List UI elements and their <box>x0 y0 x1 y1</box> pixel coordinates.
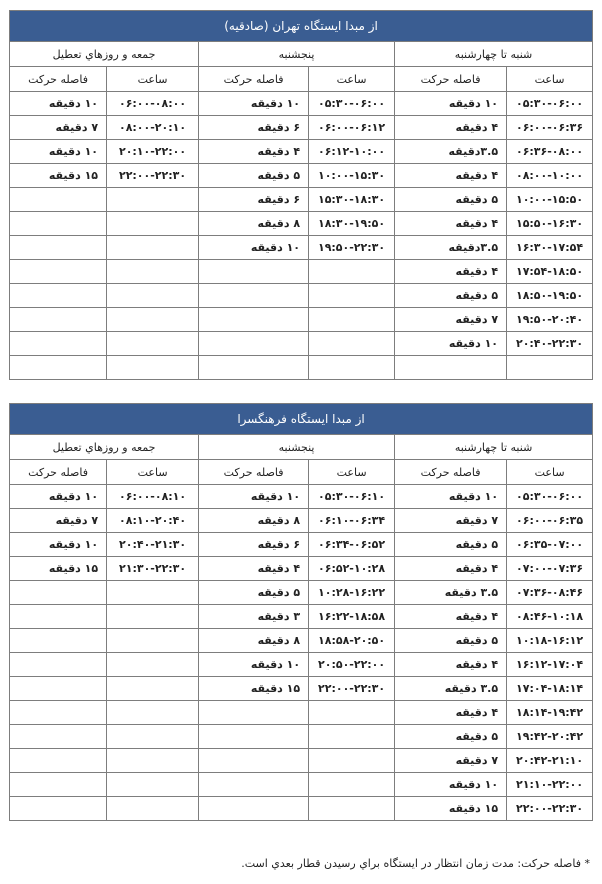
interval-cell: ۱۰ دقيقه <box>199 236 309 260</box>
interval-cell: ۳ دقيقه <box>199 605 309 629</box>
interval-cell <box>10 677 107 701</box>
day-header-weekdays: شنبه تا چهارشنبه <box>395 435 593 460</box>
schedule-table-sadeghieh <box>9 10 593 380</box>
table-row <box>10 773 593 797</box>
time-cell <box>107 284 199 308</box>
interval-cell: ۵ دقيقه <box>395 725 507 749</box>
time-cell <box>309 701 395 725</box>
time-cell: ۱۶:۲۲-۱۸:۵۸ <box>309 605 395 629</box>
interval-cell: ۴ دقيقه <box>395 164 507 188</box>
table-row <box>10 677 593 701</box>
col-header-time: ساعت <box>107 67 199 92</box>
time-cell: ۱۶:۳۰-۱۷:۵۴ <box>507 236 593 260</box>
col-header-interval: فاصله حرکت <box>395 460 507 485</box>
col-header-interval: فاصله حرکت <box>10 67 107 92</box>
interval-cell: ۸ دقيقه <box>199 212 309 236</box>
time-cell: ۰۷:۳۶-۰۸:۴۶ <box>507 581 593 605</box>
time-cell <box>107 188 199 212</box>
interval-cell <box>199 773 309 797</box>
time-cell: ۱۸:۳۰-۱۹:۵۰ <box>309 212 395 236</box>
time-cell: ۲۲:۰۰-۲۲:۳۰ <box>107 164 199 188</box>
interval-cell: ۱۵ دقيقه <box>199 677 309 701</box>
interval-cell <box>10 260 107 284</box>
interval-cell <box>199 260 309 284</box>
interval-cell <box>10 653 107 677</box>
col-header-time: ساعت <box>107 460 199 485</box>
table-row <box>10 284 593 308</box>
time-cell <box>107 725 199 749</box>
table-row <box>10 701 593 725</box>
interval-cell: ۵ دقيقه <box>199 164 309 188</box>
time-cell: ۲۲:۰۰-۲۲:۳۰ <box>507 797 593 821</box>
interval-cell: ۷ دقيقه <box>395 509 507 533</box>
interval-cell <box>10 773 107 797</box>
table-row <box>10 557 593 581</box>
interval-cell: ۷ دقيقه <box>395 308 507 332</box>
interval-cell <box>10 701 107 725</box>
interval-cell: ۵ دقيقه <box>395 284 507 308</box>
time-cell <box>107 629 199 653</box>
table-row <box>10 749 593 773</box>
interval-cell: ۳.۵ دقيقه <box>395 581 507 605</box>
interval-cell: ۱۰ دقيقه <box>10 533 107 557</box>
table-row <box>10 308 593 332</box>
interval-cell: ۱۰ دقيقه <box>395 332 507 356</box>
time-cell: ۰۶:۰۰-۰۶:۳۵ <box>507 509 593 533</box>
interval-cell: ۵ دقيقه <box>395 188 507 212</box>
time-cell <box>107 797 199 821</box>
interval-cell: ۱۵ دقيقه <box>10 164 107 188</box>
day-header-holidays: جمعه و روزهاي تعطيل <box>10 435 199 460</box>
table-row <box>10 164 593 188</box>
time-cell: ۰۵:۳۰-۰۶:۱۰ <box>309 485 395 509</box>
table-row <box>10 485 593 509</box>
interval-cell <box>199 701 309 725</box>
schedule-table-farhangsara <box>9 403 593 821</box>
table-row <box>10 356 593 380</box>
col-header-interval: فاصله حرکت <box>10 460 107 485</box>
interval-cell: ۴ دقيقه <box>395 605 507 629</box>
time-cell: ۰۸:۰۰-۲۰:۱۰ <box>107 116 199 140</box>
table-row <box>10 332 593 356</box>
time-cell <box>309 356 395 380</box>
col-header-time: ساعت <box>309 460 395 485</box>
time-cell: ۱۰:۱۸-۱۶:۱۲ <box>507 629 593 653</box>
interval-cell: ۱۰ دقيقه <box>395 485 507 509</box>
time-cell <box>107 701 199 725</box>
interval-cell <box>199 725 309 749</box>
time-cell: ۰۶:۰۰-۰۶:۱۲ <box>309 116 395 140</box>
time-cell <box>107 356 199 380</box>
time-cell: ۰۶:۳۴-۰۶:۵۲ <box>309 533 395 557</box>
interval-cell: ۳.۵دقيقه <box>395 236 507 260</box>
time-cell: ۰۷:۰۰-۰۷:۳۶ <box>507 557 593 581</box>
time-cell <box>107 332 199 356</box>
time-cell: ۱۵:۵۰-۱۶:۳۰ <box>507 212 593 236</box>
interval-cell: ۱۰ دقيقه <box>10 92 107 116</box>
interval-cell <box>199 332 309 356</box>
time-cell: ۲۰:۴۰-۲۱:۳۰ <box>107 533 199 557</box>
interval-cell <box>10 749 107 773</box>
interval-cell <box>10 284 107 308</box>
time-cell <box>107 236 199 260</box>
table-row <box>10 236 593 260</box>
time-cell: ۲۰:۴۰-۲۲:۳۰ <box>507 332 593 356</box>
table-body <box>10 92 593 380</box>
time-cell: ۱۹:۴۲-۲۰:۴۲ <box>507 725 593 749</box>
time-cell <box>107 212 199 236</box>
interval-cell: ۱۰ دقيقه <box>199 485 309 509</box>
interval-cell <box>395 356 507 380</box>
time-cell <box>507 356 593 380</box>
interval-cell: ۵ دقيقه <box>395 629 507 653</box>
time-cell: ۱۶:۱۲-۱۷:۰۴ <box>507 653 593 677</box>
time-cell: ۱۸:۵۰-۱۹:۵۰ <box>507 284 593 308</box>
time-cell <box>107 308 199 332</box>
time-cell: ۱۰:۲۸-۱۶:۲۲ <box>309 581 395 605</box>
time-cell: ۰۶:۰۰-۰۸:۰۰ <box>107 92 199 116</box>
time-cell: ۱۵:۳۰-۱۸:۳۰ <box>309 188 395 212</box>
table-row <box>10 92 593 116</box>
interval-cell: ۷ دقيقه <box>10 509 107 533</box>
table-row <box>10 509 593 533</box>
col-header-interval: فاصله حرکت <box>199 67 309 92</box>
interval-cell: ۴ دقيقه <box>395 260 507 284</box>
interval-cell: ۴ دقيقه <box>395 116 507 140</box>
time-cell: ۰۸:۰۰-۱۰:۰۰ <box>507 164 593 188</box>
interval-cell: ۱۰ دقيقه <box>199 653 309 677</box>
day-header-thursday: پنجشنبه <box>199 42 395 67</box>
interval-cell <box>10 236 107 260</box>
interval-cell <box>10 725 107 749</box>
col-header-time: ساعت <box>309 67 395 92</box>
time-cell <box>107 677 199 701</box>
interval-cell: ۶ دقيقه <box>199 533 309 557</box>
time-cell <box>309 260 395 284</box>
time-cell <box>309 284 395 308</box>
interval-cell <box>10 797 107 821</box>
time-cell: ۰۶:۰۰-۰۶:۳۶ <box>507 116 593 140</box>
interval-cell <box>199 308 309 332</box>
time-cell: ۱۹:۵۰-۲۲:۳۰ <box>309 236 395 260</box>
interval-cell: ۴ دقيقه <box>199 557 309 581</box>
interval-cell <box>10 629 107 653</box>
interval-cell: ۴ دقيقه <box>395 557 507 581</box>
interval-cell <box>10 308 107 332</box>
time-cell <box>107 653 199 677</box>
interval-cell: ۶ دقيقه <box>199 188 309 212</box>
interval-cell: ۱۰ دقيقه <box>395 92 507 116</box>
interval-cell <box>10 356 107 380</box>
time-cell <box>309 725 395 749</box>
interval-cell: ۱۵ دقيقه <box>10 557 107 581</box>
time-cell: ۱۷:۵۴-۱۸:۵۰ <box>507 260 593 284</box>
day-header-holidays: جمعه و روزهاي تعطيل <box>10 42 199 67</box>
table-row <box>10 140 593 164</box>
table-row <box>10 212 593 236</box>
time-cell: ۰۶:۳۵-۰۷:۰۰ <box>507 533 593 557</box>
time-cell: ۲۰:۴۲-۲۱:۱۰ <box>507 749 593 773</box>
interval-cell: ۱۰ دقيقه <box>10 485 107 509</box>
time-cell: ۰۶:۳۶-۰۸:۰۰ <box>507 140 593 164</box>
table-row <box>10 653 593 677</box>
interval-cell: ۴ دقيقه <box>395 653 507 677</box>
interval-cell: ۸ دقيقه <box>199 509 309 533</box>
interval-cell: ۷ دقيقه <box>395 749 507 773</box>
table-row <box>10 533 593 557</box>
footnote: * فاصله حرکت: مدت زمان انتظار در ايستگاه براي رسيدن قطار بعدي است. <box>241 857 590 870</box>
time-cell <box>107 260 199 284</box>
interval-cell <box>199 797 309 821</box>
time-cell: ۲۱:۱۰-۲۲:۰۰ <box>507 773 593 797</box>
day-header-thursday: پنجشنبه <box>199 435 395 460</box>
table-row <box>10 581 593 605</box>
interval-cell <box>199 356 309 380</box>
interval-cell: ۴ دقيقه <box>395 212 507 236</box>
col-header-time: ساعت <box>507 460 593 485</box>
time-cell <box>309 773 395 797</box>
time-cell: ۱۸:۵۸-۲۰:۵۰ <box>309 629 395 653</box>
time-cell: ۲۰:۵۰-۲۲:۰۰ <box>309 653 395 677</box>
table-row <box>10 725 593 749</box>
table-row <box>10 116 593 140</box>
time-cell: ۲۲:۰۰-۲۲:۳۰ <box>309 677 395 701</box>
interval-cell: ۷ دقيقه <box>10 116 107 140</box>
table-row <box>10 629 593 653</box>
time-cell <box>107 605 199 629</box>
interval-cell <box>10 581 107 605</box>
interval-cell: ۸ دقيقه <box>199 629 309 653</box>
table-row <box>10 797 593 821</box>
col-header-interval: فاصله حرکت <box>199 460 309 485</box>
table-title: از مبدا ايستگاه فرهنگسرا <box>10 404 593 435</box>
time-cell: ۱۸:۱۴-۱۹:۴۲ <box>507 701 593 725</box>
time-cell <box>309 332 395 356</box>
interval-cell <box>10 332 107 356</box>
interval-cell: ۶ دقيقه <box>199 116 309 140</box>
time-cell: ۰۶:۵۲-۱۰:۲۸ <box>309 557 395 581</box>
time-cell <box>309 308 395 332</box>
interval-cell <box>10 212 107 236</box>
time-cell: ۱۷:۰۴-۱۸:۱۴ <box>507 677 593 701</box>
time-cell <box>309 749 395 773</box>
interval-cell: ۱۵ دقيقه <box>395 797 507 821</box>
interval-cell: ۴ دقيقه <box>395 701 507 725</box>
interval-cell <box>10 605 107 629</box>
interval-cell: ۳.۵دقيقه <box>395 140 507 164</box>
interval-cell: ۱۰ دقيقه <box>199 92 309 116</box>
interval-cell: ۳.۵ دقيقه <box>395 677 507 701</box>
interval-cell <box>199 749 309 773</box>
time-cell: ۰۶:۱۰-۰۶:۳۴ <box>309 509 395 533</box>
table-row <box>10 188 593 212</box>
time-cell: ۱۰:۰۰-۱۵:۵۰ <box>507 188 593 212</box>
time-cell: ۰۸:۴۶-۱۰:۱۸ <box>507 605 593 629</box>
interval-cell <box>199 284 309 308</box>
table-body <box>10 485 593 821</box>
interval-cell: ۵ دقيقه <box>199 581 309 605</box>
time-cell <box>107 773 199 797</box>
time-cell: ۱۹:۵۰-۲۰:۴۰ <box>507 308 593 332</box>
interval-cell: ۱۰ دقيقه <box>395 773 507 797</box>
time-cell: ۲۱:۳۰-۲۲:۳۰ <box>107 557 199 581</box>
time-cell: ۲۰:۱۰-۲۲:۰۰ <box>107 140 199 164</box>
interval-cell: ۱۰ دقيقه <box>10 140 107 164</box>
time-cell: ۰۶:۱۲-۱۰:۰۰ <box>309 140 395 164</box>
time-cell <box>107 749 199 773</box>
time-cell: ۰۵:۳۰-۰۶:۰۰ <box>507 485 593 509</box>
time-cell: ۰۵:۳۰-۰۶:۰۰ <box>309 92 395 116</box>
col-header-interval: فاصله حرکت <box>395 67 507 92</box>
time-cell <box>309 797 395 821</box>
interval-cell: ۴ دقيقه <box>199 140 309 164</box>
table-row <box>10 260 593 284</box>
time-cell: ۰۵:۳۰-۰۶:۰۰ <box>507 92 593 116</box>
time-cell: ۰۸:۱۰-۲۰:۴۰ <box>107 509 199 533</box>
table-row <box>10 605 593 629</box>
time-cell: ۱۰:۰۰-۱۵:۳۰ <box>309 164 395 188</box>
time-cell: ۰۶:۰۰-۰۸:۱۰ <box>107 485 199 509</box>
time-cell <box>107 581 199 605</box>
table-title: از مبدا ايستگاه تهران (صادقيه) <box>10 11 593 42</box>
interval-cell: ۵ دقيقه <box>395 533 507 557</box>
day-header-weekdays: شنبه تا چهارشنبه <box>395 42 593 67</box>
col-header-time: ساعت <box>507 67 593 92</box>
interval-cell <box>10 188 107 212</box>
